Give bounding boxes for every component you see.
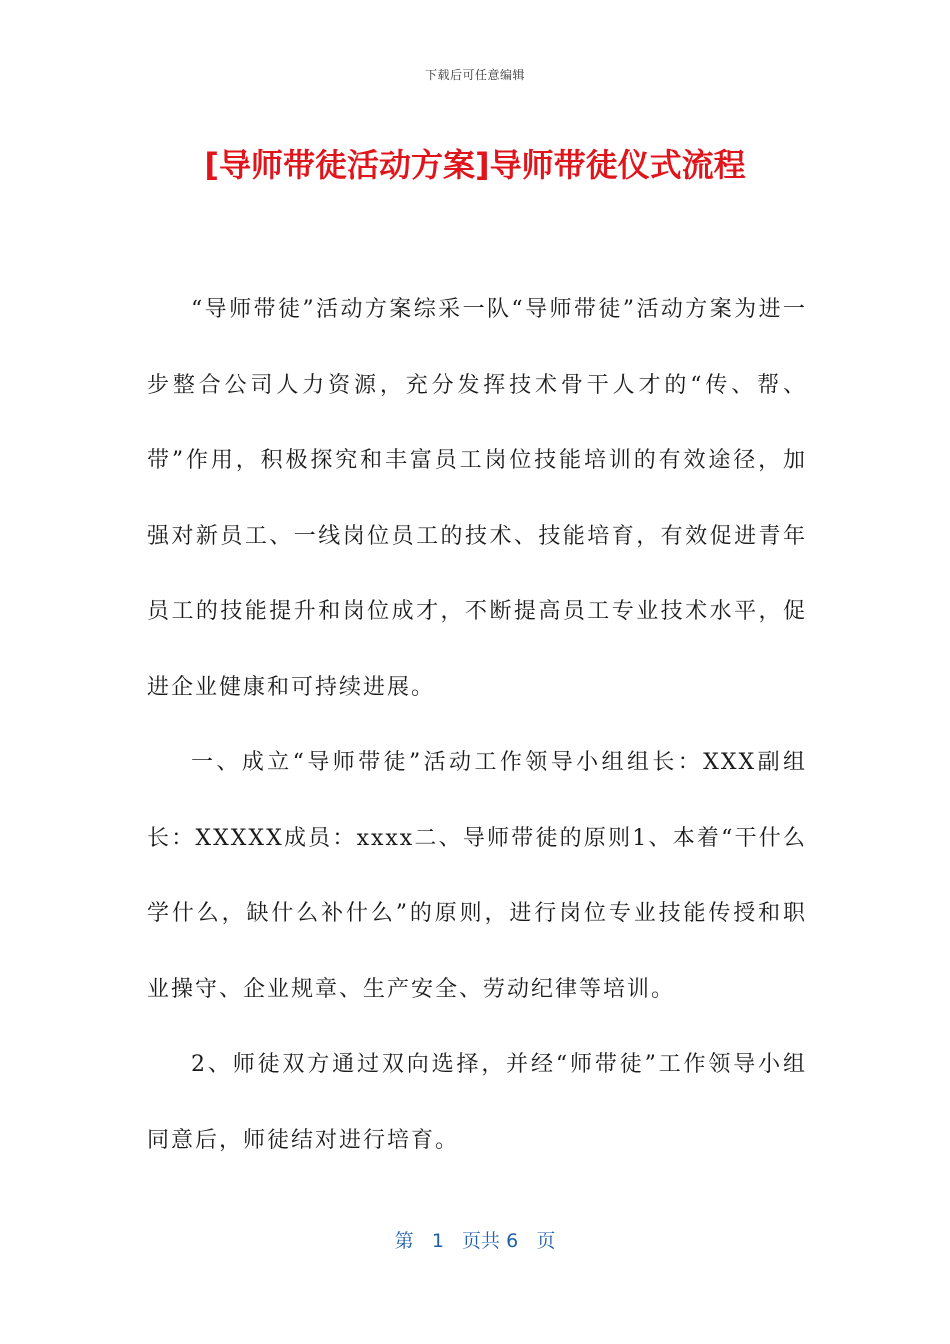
footer-prefix: 第 <box>394 1230 414 1252</box>
document-body <box>147 272 807 1178</box>
page-footer <box>0 1226 950 1253</box>
footer-total-pages: 6 <box>506 1230 519 1252</box>
paragraph-section-one: 一、成立“导师带徒”活动工作领导小组组长：XXX副组长：XXXXX成员：xxxx二、导师带徒的原则1、本着“干什么学什么，缺什么补什么”的原则，进行岗位专业技能传授和职业操守、企业规章、生产安全、劳动纪律等培训。 <box>147 750 807 1002</box>
footer-mid: 页共 <box>462 1230 501 1252</box>
header-note: 下载后可任意编辑 <box>424 68 525 82</box>
paragraph-intro: “导师带徒”活动方案综采一队“导师带徒”活动方案为进一步整合公司人力资源，充分发挥技术骨干人才的“传、帮、带”作用，积极探究和丰富员工岗位技能培训的有效途径，加强对新员工、一线岗位员工的技术、技能培育，有效促进青年员工的技能提升和岗位成才，不断提高员工专业技术水平，促进企业健康和可持续进展。 <box>147 297 807 700</box>
document-title: [导师带徒活动方案]导师带徒仪式流程 <box>204 146 746 184</box>
footer-page-number: 1 <box>431 1230 444 1252</box>
footer-suffix: 页 <box>536 1230 556 1252</box>
paragraph-section-two: 2、师徒双方通过双向选择，并经“师带徒”工作领导小组同意后，师徒结对进行培育。 <box>147 1052 807 1153</box>
